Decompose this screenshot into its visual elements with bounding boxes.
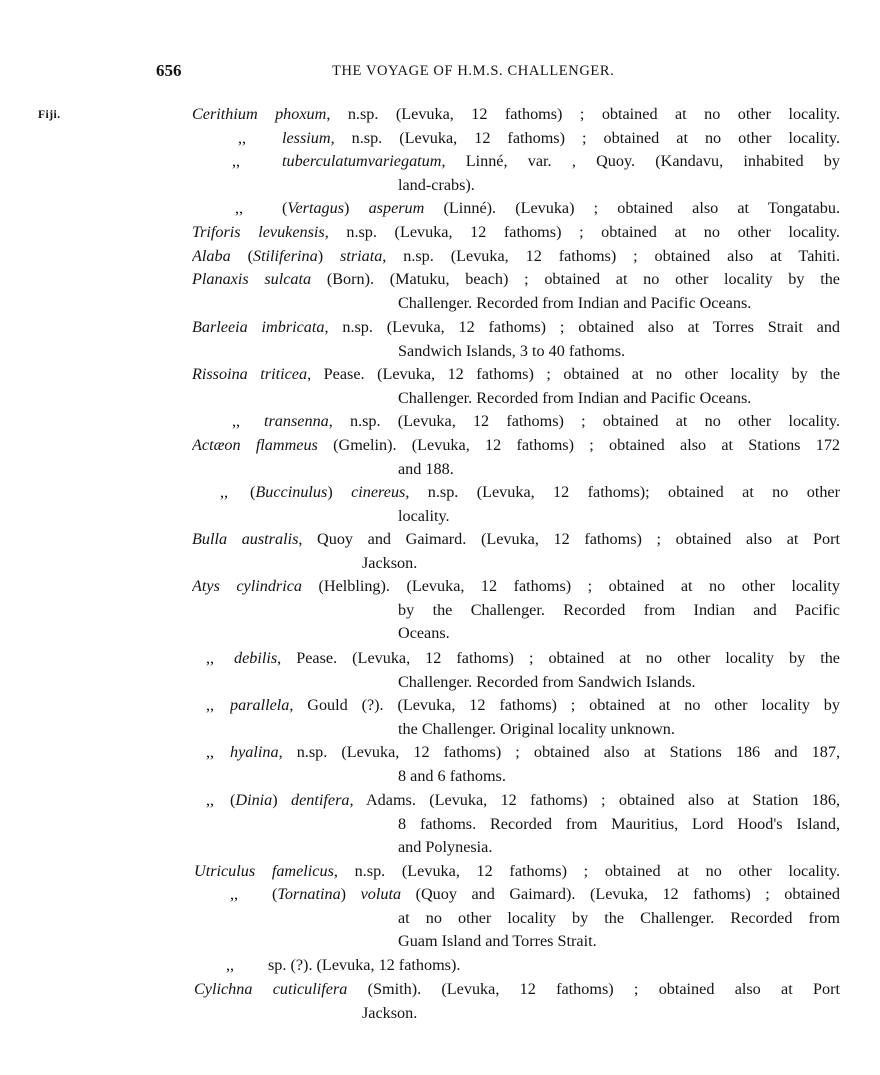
taxon-name: Buccinulus bbox=[255, 483, 328, 501]
entry-text: , n.sp. (Levuka, 12 fathoms) ; obtained also at Stations 186 and 187, bbox=[278, 743, 840, 761]
taxon-name: Alaba bbox=[192, 247, 231, 265]
entry-continuation: Guam Island and Torres Strait. bbox=[398, 932, 597, 950]
entry-text: , Adams. (Levuka, 12 fathoms) ; obtained also at Station 186, bbox=[349, 791, 840, 809]
entry-text: , n.sp. (Levuka, 12 fathoms) ; obtained at no other locality. bbox=[326, 105, 840, 123]
species-entry bbox=[230, 789, 840, 813]
entry-continuation: Challenger. Recorded from Indian and Pacific Oceans. bbox=[398, 293, 752, 312]
entry-text: , Quoy. (Kandavu, inhabited by bbox=[571, 152, 840, 170]
taxon-name: transenna bbox=[264, 412, 329, 430]
ditto-mark: ,, bbox=[230, 885, 239, 903]
ditto-mark: ,, bbox=[206, 743, 215, 761]
entry-continuation: and Polynesia. bbox=[398, 838, 493, 856]
species-entry bbox=[234, 647, 840, 671]
entry-text: , n.sp. (Levuka, 12 fathoms) ; obtained at no other locality. bbox=[324, 223, 840, 241]
taxon-name: Utriculus famelicus bbox=[194, 862, 334, 880]
taxon-name: Vertagus bbox=[287, 199, 345, 217]
entry-continuation: by the Challenger. Recorded from Indian and Pacific bbox=[398, 600, 840, 619]
taxon-name: lessium bbox=[282, 129, 331, 147]
species-entry bbox=[282, 197, 840, 221]
taxon-name: Planaxis sulcata bbox=[192, 270, 312, 288]
entry-text: (Gmelin). (Levuka, 12 fathoms) ; obtained also at Stations 172 bbox=[317, 436, 840, 454]
taxon-name: Cylichna cuticulifera bbox=[194, 980, 348, 998]
punctuation: ( bbox=[230, 247, 253, 265]
species-entry bbox=[192, 221, 840, 245]
ditto-mark: ,, bbox=[206, 791, 215, 809]
entry-text: (Linné). (Levuka) ; obtained also at Tongatabu. bbox=[424, 199, 840, 217]
taxon-name: Rissoina triticea bbox=[192, 365, 308, 383]
species-entry bbox=[264, 410, 840, 434]
species-entry bbox=[272, 883, 840, 907]
species-entry bbox=[192, 363, 840, 387]
taxon-name: cinereus bbox=[351, 483, 406, 501]
entry-text: , Gould (?). (Levuka, 12 fathoms) ; obtained at no other locality by bbox=[289, 696, 840, 714]
punctuation: ( bbox=[230, 791, 236, 809]
taxon-name: Barleeia imbricata bbox=[192, 318, 325, 336]
taxon-name: hyalina bbox=[230, 743, 279, 761]
entry-text: , n.sp. (Levuka, 12 fathoms) ; obtained also at Tahiti. bbox=[382, 247, 840, 265]
entry-text: , Linné, var. bbox=[441, 152, 572, 170]
taxon-name: asperum bbox=[368, 199, 425, 217]
entry-continuation: Challenger. Recorded from Indian and Pacific Oceans. bbox=[398, 388, 752, 407]
taxon-name: parallela bbox=[230, 696, 290, 714]
entry-text: , Pease. (Levuka, 12 fathoms) ; obtained at no other locality by the bbox=[307, 365, 840, 383]
ditto-mark: ,, bbox=[226, 956, 235, 974]
taxon-name: dentifera bbox=[291, 791, 350, 809]
entry-text: , n.sp. (Levuka, 12 fathoms) ; obtained at no other locality. bbox=[328, 412, 840, 430]
entry-text: (Born). (Matuku, beach) ; obtained at no other locality by the bbox=[311, 270, 840, 288]
punctuation: ) bbox=[327, 483, 352, 501]
taxon-name: Dinia bbox=[235, 791, 273, 809]
species-entry bbox=[192, 316, 840, 340]
taxon-name: Stiliferina bbox=[252, 247, 318, 265]
species-entry bbox=[192, 528, 840, 552]
species-entry bbox=[192, 103, 840, 127]
species-entry bbox=[282, 127, 840, 151]
entry-continuation: 8 fathoms. Recorded from Mauritius, Lord Hood's Island, bbox=[398, 814, 840, 833]
taxon-name: tuberculatum bbox=[282, 152, 368, 170]
species-entry bbox=[192, 575, 840, 599]
entry-text: , n.sp. (Levuka, 12 fathoms); obtained at no other bbox=[405, 483, 840, 501]
ditto-mark: ,, bbox=[232, 412, 241, 430]
species-entry bbox=[192, 245, 840, 269]
taxon-name: Actæon flammeus bbox=[192, 436, 318, 454]
punctuation: ) bbox=[272, 791, 292, 809]
ditto-mark: ,, bbox=[238, 129, 247, 147]
species-entry bbox=[192, 434, 840, 458]
entry-continuation: land-crabs). bbox=[398, 175, 475, 194]
entry-continuation: at no other locality by the Challenger. Recorded from bbox=[398, 908, 840, 927]
entry-continuation: Oceans. bbox=[398, 624, 450, 642]
punctuation: ) bbox=[340, 885, 361, 903]
entry-continuation: Sandwich Islands, 3 to 40 fathoms. bbox=[398, 341, 626, 360]
species-entry bbox=[230, 694, 840, 718]
species-entry bbox=[268, 954, 840, 978]
entry-text: sp. (?). (Levuka, 12 fathoms). bbox=[268, 956, 461, 974]
punctuation: ( bbox=[282, 199, 288, 217]
species-entry bbox=[230, 741, 840, 765]
entry-text: , Quoy and Gaimard. (Levuka, 12 fathoms) ; obtained also at Port bbox=[298, 530, 840, 548]
entry-continuation: and 188. bbox=[398, 459, 454, 478]
ditto-mark: ,, bbox=[220, 483, 229, 501]
ditto-mark: ,, bbox=[232, 152, 241, 170]
entry-text: , Pease. (Levuka, 12 fathoms) ; obtained at no other locality by the bbox=[277, 649, 840, 667]
entry-text: , n.sp. (Levuka, 12 fathoms) ; obtained at no other locality. bbox=[333, 862, 840, 880]
species-entry bbox=[194, 860, 840, 884]
taxon-name: Bulla australis bbox=[192, 530, 299, 548]
punctuation: ) bbox=[344, 199, 369, 217]
ditto-mark: ,, bbox=[206, 649, 215, 667]
taxon-name: striata bbox=[340, 247, 383, 265]
taxon-name: debilis bbox=[234, 649, 278, 667]
entry-continuation: Jackson. bbox=[362, 1003, 418, 1022]
species-entry bbox=[282, 150, 840, 174]
entry-continuation: the Challenger. Original locality unknown. bbox=[398, 719, 675, 738]
ditto-mark: ,, bbox=[206, 696, 215, 714]
running-title: THE VOYAGE OF H.M.S. CHALLENGER. bbox=[332, 63, 615, 79]
punctuation: ( bbox=[272, 885, 278, 903]
punctuation: ( bbox=[250, 483, 256, 501]
entry-continuation: 8 and 6 fathoms. bbox=[398, 766, 506, 785]
entry-text: (Helbling). (Levuka, 12 fathoms) ; obtained at no other locality bbox=[302, 577, 840, 595]
ditto-mark: ,, bbox=[235, 199, 244, 217]
entry-text: , n.sp. (Levuka, 12 fathoms) ; obtained at no other locality. bbox=[330, 129, 840, 147]
entry-continuation: locality. bbox=[398, 506, 450, 525]
entry-text: (Smith). (Levuka, 12 fathoms) ; obtained also at Port bbox=[347, 980, 840, 998]
entry-continuation: Jackson. bbox=[362, 553, 418, 572]
taxon-name: variegatum bbox=[367, 152, 442, 170]
taxon-name: voluta bbox=[360, 885, 402, 903]
page-number: 656 bbox=[156, 61, 182, 80]
species-entry bbox=[192, 268, 840, 292]
entry-text: , n.sp. (Levuka, 12 fathoms) ; obtained also at Torres Strait and bbox=[324, 318, 840, 336]
taxon-name: Cerithium phoxum bbox=[192, 105, 327, 123]
species-entry bbox=[250, 481, 840, 505]
punctuation: ) bbox=[317, 247, 341, 265]
taxon-name: Triforis levukensis bbox=[192, 223, 325, 241]
margin-note-locality: Fiji. bbox=[38, 109, 61, 121]
species-entry bbox=[194, 978, 840, 1002]
entry-text: (Quoy and Gaimard). (Levuka, 12 fathoms) ; obtained bbox=[401, 885, 840, 903]
taxon-name: Tornatina bbox=[277, 885, 341, 903]
entry-continuation: Challenger. Recorded from Sandwich Islands. bbox=[398, 672, 696, 691]
taxon-name: Atys cylindrica bbox=[192, 577, 302, 595]
